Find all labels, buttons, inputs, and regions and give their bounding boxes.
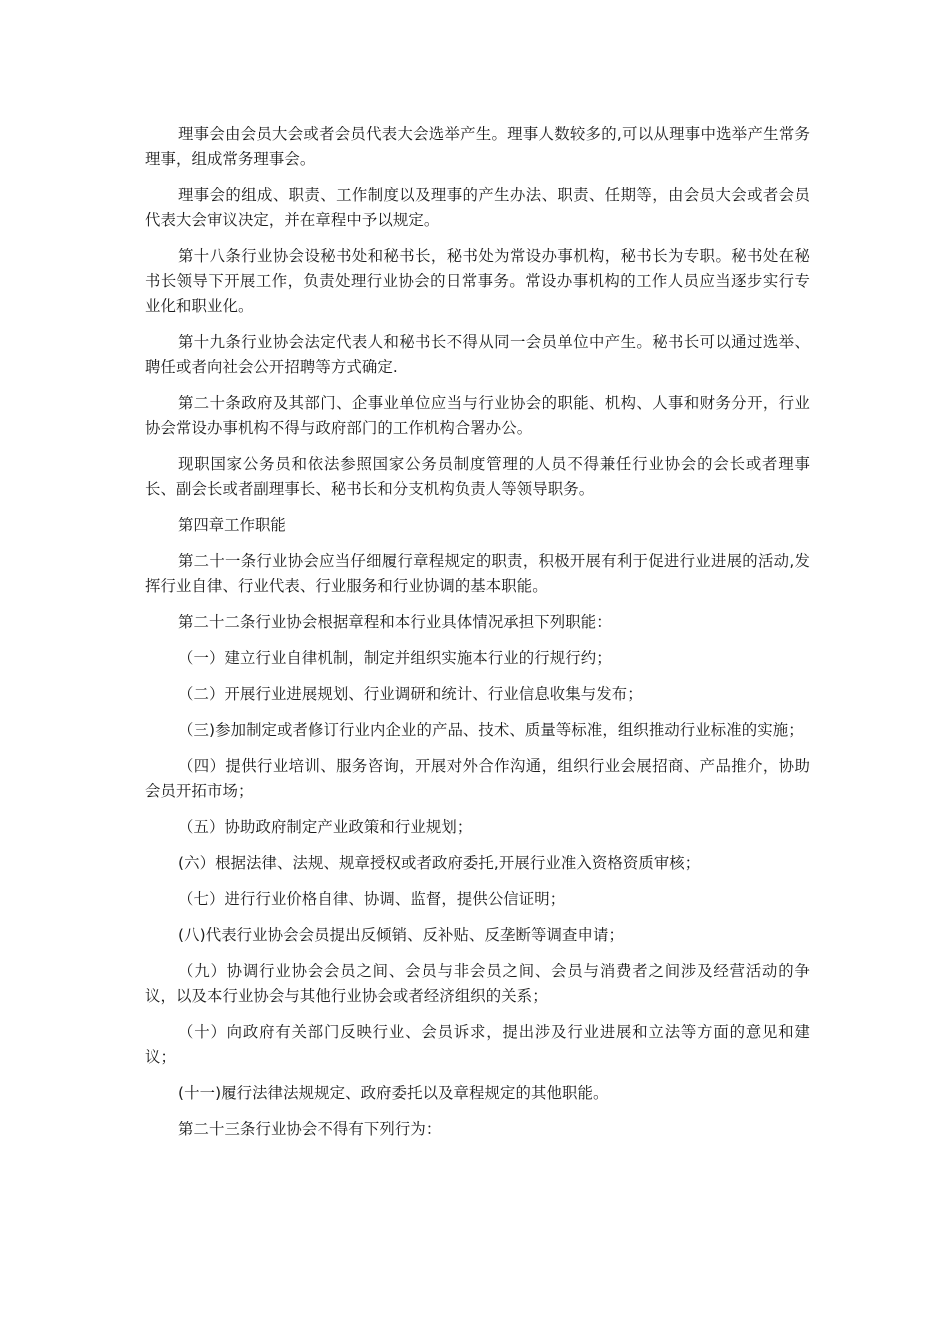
paragraph: 第十八条行业协会设秘书处和秘书长，秘书处为常设办事机构，秘书长为专职。秘书处在秘书长领导下开展工作，负责处理行业协会的日常事务。常设办事机构的工作人员应当逐步实行专业化和职业化。 bbox=[145, 247, 810, 315]
document-body bbox=[145, 122, 810, 1153]
paragraph: 第二十三条行业协会不得有下列行为： bbox=[178, 1120, 442, 1138]
paragraph: 第二十条政府及其部门、企事业单位应当与行业协会的职能、机构、人事和财务分开，行业协会常设办事机构不得与政府部门的工作机构合署办公。 bbox=[145, 394, 810, 437]
paragraph: 第二十一条行业协会应当仔细履行章程规定的职责，积极开展有利于促进行业进展的活动,发挥行业自律、行业代表、行业服务和行业协调的基本职能。 bbox=[145, 552, 810, 595]
list-item: （三)参加制定或者修订行业内企业的产品、技术、质量等标准，组织推动行业标准的实施； bbox=[178, 721, 804, 739]
list-item: （九）协调行业协会会员之间、会员与非会员之间、会员与消费者之间涉及经营活动的争议，以及本行业协会与其他行业协会或者经济组织的关系； bbox=[145, 962, 810, 1005]
paragraph: 理事会由会员大会或者会员代表大会选举产生。理事人数较多的,可以从理事中选举产生常务理事，组成常务理事会。 bbox=[145, 125, 810, 168]
paragraph: 理事会的组成、职责、工作制度以及理事的产生办法、职责、任期等，由会员大会或者会员代表大会审议决定，并在章程中予以规定。 bbox=[145, 186, 810, 229]
list-item: (八)代表行业协会会员提出反倾销、反补贴、反垄断等调查申请； bbox=[178, 926, 624, 944]
chapter-heading: 第四章工作职能 bbox=[178, 516, 286, 534]
list-item: （七）进行行业价格自律、协调、监督，提供公信证明； bbox=[178, 890, 566, 908]
list-item: （一）建立行业自律机制，制定并组织实施本行业的行规行约； bbox=[178, 649, 612, 667]
list-item: （十）向政府有关部门反映行业、会员诉求，提出涉及行业进展和立法等方面的意见和建议； bbox=[145, 1023, 810, 1066]
list-item: (十一)履行法律法规规定、政府委托以及章程规定的其他职能。 bbox=[178, 1084, 609, 1102]
list-item: （二）开展行业进展规划、行业调研和统计、行业信息收集与发布； bbox=[178, 685, 643, 703]
list-item: （四）提供行业培训、服务咨询，开展对外合作沟通，组织行业会展招商、产品推介，协助会员开拓市场； bbox=[145, 757, 810, 800]
list-item: (六）根据法律、法规、规章授权或者政府委托,开展行业准入资格资质审核； bbox=[178, 854, 701, 872]
paragraph: 现职国家公务员和依法参照国家公务员制度管理的人员不得兼任行业协会的会长或者理事长、副会长或者副理事长、秘书长和分支机构负责人等领导职务。 bbox=[145, 455, 810, 498]
paragraph: 第二十二条行业协会根据章程和本行业具体情况承担下列职能： bbox=[178, 613, 612, 631]
paragraph: 第十九条行业协会法定代表人和秘书长不得从同一会员单位中产生。秘书长可以通过选举、聘任或者向社会公开招聘等方式确定. bbox=[145, 333, 810, 376]
list-item: （五）协助政府制定产业政策和行业规划； bbox=[178, 818, 473, 836]
